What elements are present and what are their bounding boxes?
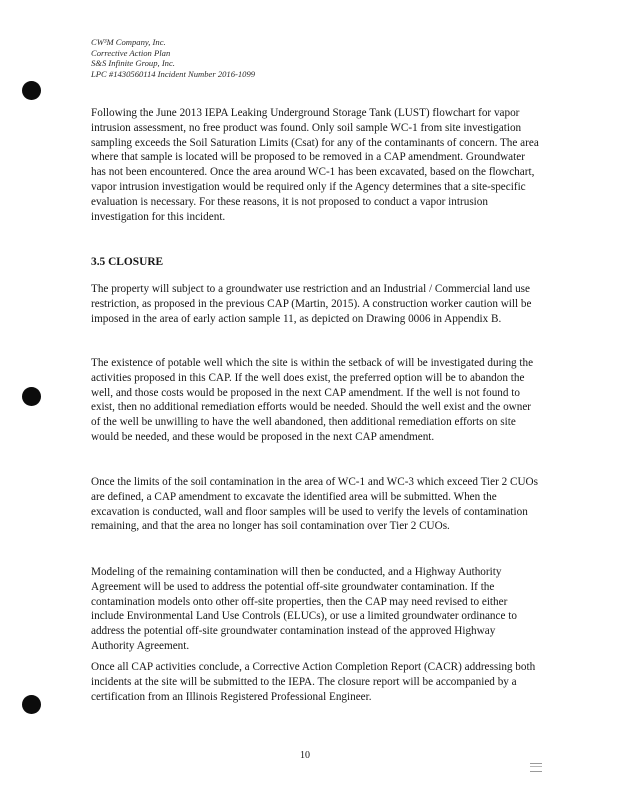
header-incident: LPC #1430560114 Incident Number 2016-1099 — [91, 68, 256, 79]
paragraph: Modeling of the remaining contamination will then be conducted, and a Highway Authority Agreement will be used to address the potential off-site groundwater contamination. If the contamination models onto other off-site properties, then the CAP may need revised to either include Environmental Land Use Controls (ELUCs), or use a limited groundwater ordinance to address the potential off-site groundwater contamination instead of the approved Highway Authority Agreement. — [91, 566, 517, 652]
paragraph: Once the limits of the soil contamination in the area of WC-1 and WC-3 which exceed Tier 2 CUOs are defined, a CAP amendment to excavate the identified area will be submitted. When the excavation is conducted, wall and floor samples will be used to verify the levels of contamination remaining, and that the area no longer has soil contamination over Tier 2 CUOs. — [91, 476, 538, 533]
binder-hole-top — [22, 81, 41, 100]
closure-paragraph-5 — [91, 660, 539, 704]
header-document-title: Corrective Action Plan — [91, 47, 171, 58]
closure-paragraph-3 — [91, 475, 539, 534]
binder-hole-middle — [22, 387, 41, 406]
page-number: 10 — [300, 750, 310, 761]
section-heading: 3.5 CLOSURE — [91, 256, 164, 268]
binder-hole-bottom — [22, 695, 41, 714]
paragraph: Following the June 2013 IEPA Leaking Underground Storage Tank (LUST) flowchart for vapor intrusion assessment, no free product was found. Only soil sample WC-1 from site investigation sampling exceeds the Soil Saturation Limits (Csat) for any of the contaminants of concern. The area where that sample is located will be proposed to be removed in a CAP amendment. Groundwater has not been encountered. Once the area around WC-1 has been excavated, based on the flowchart, vapor intrusion investigation would be required only if the Agency determines that a site-specific evaluation is necessary. For these reasons, it is not proposed to conduct a vapor intrusion investigation for this incident. — [91, 107, 539, 223]
closure-paragraph-4 — [91, 565, 539, 654]
scan-mark — [530, 763, 542, 772]
closure-paragraph-2 — [91, 356, 539, 445]
paragraph: The property will subject to a groundwater use restriction and an Industrial / Commercial land use restriction, as proposed in the previous CAP (Martin, 2015). A construction worker caution will be imposed in the area of early action sample 11, as depicted on Drawing 0006 in Appendix B. — [91, 283, 532, 325]
paragraph: Once all CAP activities conclude, a Corrective Action Completion Report (CACR) addressing both incidents at the site will be submitted to the IEPA. The closure report will be accompanied by a certification from an Illinois Registered Professional Engineer. — [91, 661, 536, 703]
paragraph: The existence of potable well which the site is within the setback of will be investigated during the activities proposed in this CAP. If the well does exist, the preferred option will be to abandon the well, and those costs would be proposed in the next CAP amendment. If the well is not found to exist, then no additional remediation efforts would be needed. Should the well exist and the owner of the well be unwilling to have the well abandoned, then additional remediation efforts on site would be needed, and these would be proposed in the next CAP amendment. — [91, 357, 534, 443]
running-header — [91, 37, 255, 79]
closure-paragraph-1 — [91, 282, 539, 326]
vapor-intrusion-paragraph — [91, 106, 539, 224]
header-client: S&S Infinite Group, Inc. — [91, 58, 175, 69]
header-company: CW³M Company, Inc. — [91, 37, 166, 47]
